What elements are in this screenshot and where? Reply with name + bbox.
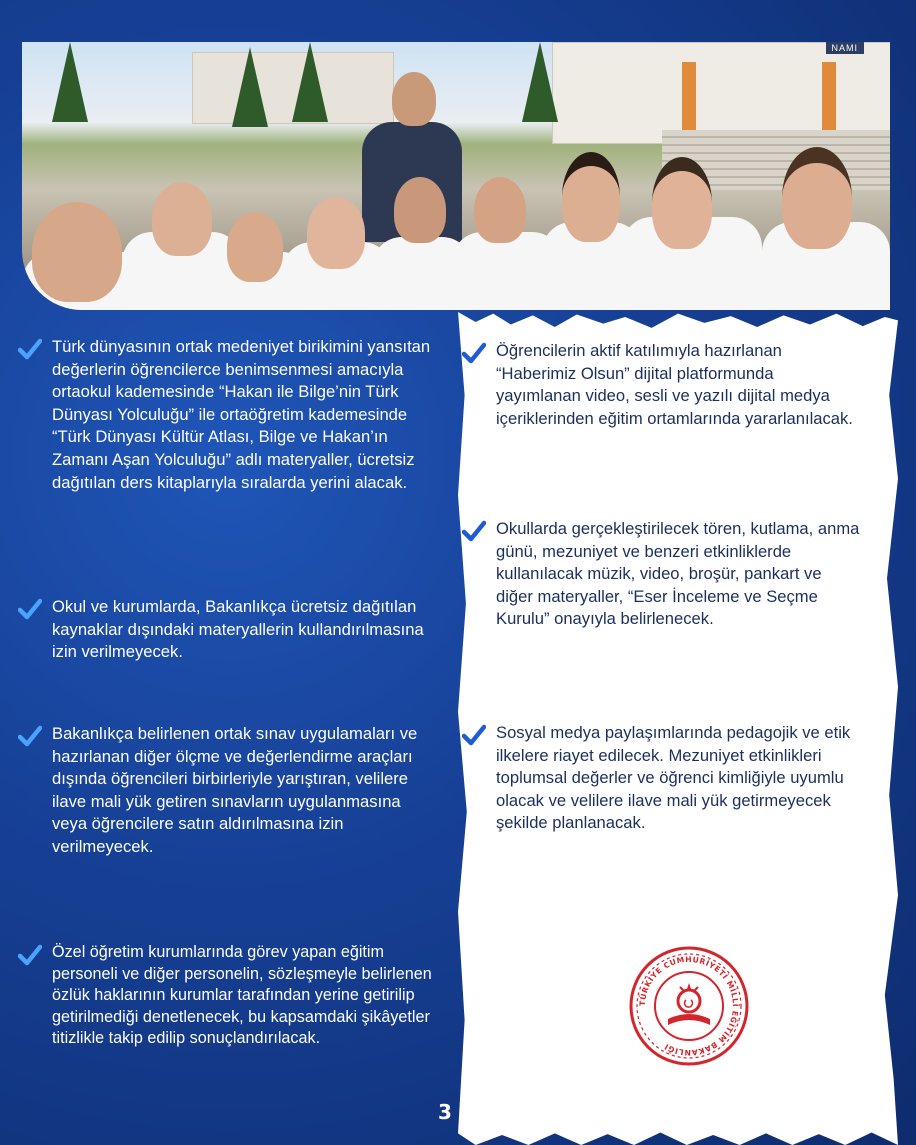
checkmark-icon	[18, 598, 42, 620]
photo-face	[152, 182, 212, 256]
checkmark-icon	[462, 724, 486, 746]
right-item-text: Sosyal medya paylaşımlarında pedagojik ve etik ilkelere riayet edilecek. Mezuniyet etkinlikleri toplumsal değerler ve öğrenci kimliğiyle uyumlu olacak ve velilere ilave mali yük getirmeyecek şekilde planlanacak.	[496, 723, 851, 833]
photo-face	[782, 147, 852, 249]
photo-face	[394, 177, 446, 243]
photo-face	[32, 202, 122, 302]
photo-face	[562, 152, 620, 242]
left-item-1	[18, 336, 438, 494]
left-item-2	[18, 596, 438, 664]
seal-ring-text: TÜRKİYE CUMHURİYETİ MİLLÎ EĞİTİM BAKANLIĞI	[637, 954, 741, 1058]
photo-face	[392, 72, 436, 126]
photo-face	[227, 212, 283, 282]
hero-photo	[22, 42, 890, 310]
photo-face	[652, 157, 712, 249]
checkmark-icon	[18, 338, 42, 360]
checkmark-icon	[18, 725, 42, 747]
photo-sign: NAMI	[826, 42, 865, 54]
page-number: 3	[438, 1100, 452, 1124]
left-item-text: Okul ve kurumlarda, Bakanlıkça ücretsiz dağıtılan kaynaklar dışındaki materyallerin kullandırılmasına izin verilmeyecek.	[52, 597, 424, 662]
checkmark-icon	[462, 342, 486, 364]
right-item-2	[462, 518, 862, 631]
photo-tree	[232, 47, 268, 127]
checkmark-icon	[462, 520, 486, 542]
photo-face	[307, 197, 365, 269]
left-item-3	[18, 723, 438, 859]
left-item-text: Özel öğretim kurumlarında görev yapan eğitim personeli ve diğer personelin, sözleşmeyle belirlenen özlük haklarının kurumlar tarafından yerine getirilip getirilmediği denetlenecek, bu kapsamdaki şikâyetler titizlikle takip edilip sonuçlandırılacak.	[52, 943, 432, 1048]
left-item-text: Bakanlıkça belirlenen ortak sınav uygulamaları ve hazırlanan diğer ölçme ve değerlendirme araçları dışında öğrencileri birbirleriyle yarıştıran, velilere ilave mali yük getiren sınavların uygulanmasına veya öğrencilere satın aldırılmasına izin verilmeyecek.	[52, 724, 418, 856]
photo-tree	[522, 42, 558, 122]
checkmark-icon	[18, 944, 42, 966]
right-item-1	[462, 340, 862, 430]
photo-building-right	[552, 42, 890, 144]
meb-seal-logo	[628, 945, 750, 1067]
left-item-text: Türk dünyasının ortak medeniyet birikimini yansıtan değerlerin öğrencilerce benimsenmesi amacıyla ortaokul kademesinde “Hakan ile Bilge’nin Türk Dünyası Yolculuğu” ile ortaöğretim kademesinde “Türk Dünyası Kültür Atlası, Bilge ve Hakan’ın Zamanı Aşan Yolculuğu” adlı materyaller, ücretsiz dağıtılan ders kitaplarıyla sıralarda yerini alacak.	[52, 337, 431, 492]
right-item-text: Okullarda gerçekleştirilecek tören, kutlama, anma günü, mezuniyet ve benzeri etkinliklerde kullanılacak müzik, video, broşür, pankart ve diğer materyaller, “Eser İnceleme ve Seçme Kurulu” onayıyla belirlenecek.	[496, 519, 860, 629]
photo-tree	[292, 42, 328, 122]
right-item-3	[462, 722, 862, 835]
photo-face	[474, 177, 526, 243]
right-item-text: Öğrencilerin aktif katılımıyla hazırlanan “Haberimiz Olsun” dijital platformunda yayımlanan video, sesli ve yazılı dijital medya içeriklerinden eğitim ortamlarında yararlanılacak.	[496, 341, 853, 428]
photo-tree	[52, 42, 88, 122]
left-item-4	[18, 942, 438, 1050]
